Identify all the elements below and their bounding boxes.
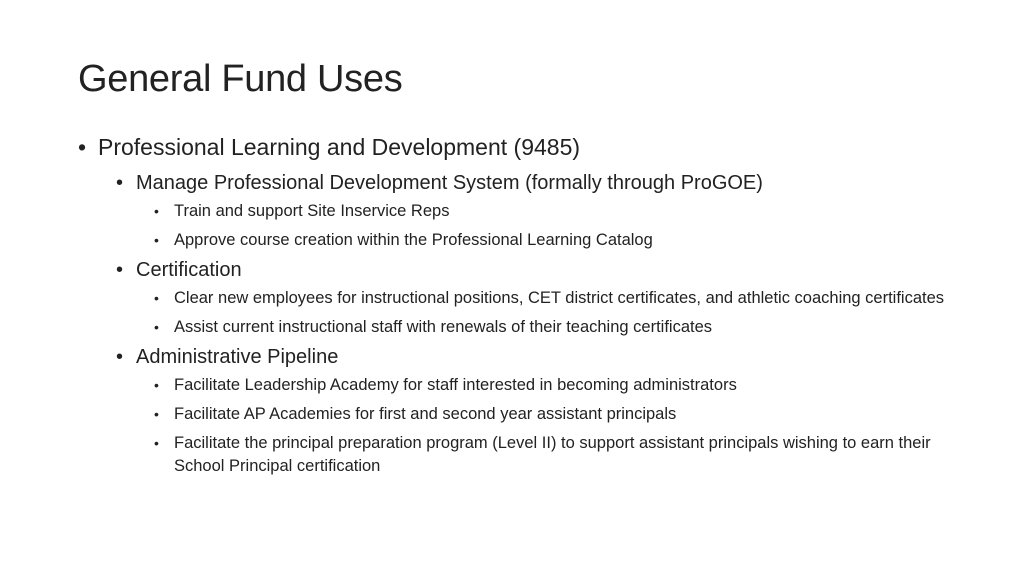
bullet-level3 xyxy=(154,432,958,478)
bullet-text: Facilitate AP Academies for first and second year assistant principals xyxy=(174,405,677,424)
bullet-icon: • xyxy=(154,406,159,423)
bullet-text: Approve course creation within the Professional Learning Catalog xyxy=(174,230,653,249)
bullet-text: Administrative Pipeline xyxy=(136,345,339,368)
bullet-icon: • xyxy=(154,435,159,452)
bullet-icon: • xyxy=(154,202,159,219)
bullet-level3 xyxy=(154,316,958,339)
bullet-level1 xyxy=(78,134,958,162)
bullet-level3 xyxy=(154,287,958,310)
bullet-text: Facilitate Leadership Academy for staff interested in becoming administrators xyxy=(174,375,737,394)
bullet-icon: • xyxy=(116,258,124,281)
bullet-icon: • xyxy=(154,289,159,306)
bullet-icon: • xyxy=(154,318,159,335)
bullet-text: Clear new employees for instructional positions, CET district certificates, and athletic coaching certificates xyxy=(174,288,945,307)
bullet-text: Professional Learning and Development (9485) xyxy=(98,134,581,160)
bullet-list xyxy=(78,134,958,484)
bullet-level3 xyxy=(154,200,958,223)
bullet-text: Assist current instructional staff with renewals of their teaching certificates xyxy=(174,317,713,336)
bullet-icon: • xyxy=(116,171,124,194)
bullet-level2 xyxy=(116,171,958,195)
bullet-text: Facilitate the principal preparation program (Level II) to support assistant principals wishing to earn their School Principal certification xyxy=(174,434,931,476)
bullet-text: Certification xyxy=(136,258,242,281)
bullet-text: Manage Professional Development System (formally through ProGOE) xyxy=(136,171,763,194)
bullet-level3 xyxy=(154,403,958,426)
bullet-level3 xyxy=(154,229,958,252)
bullet-icon: • xyxy=(116,345,124,368)
bullet-icon: • xyxy=(78,134,87,160)
bullet-icon: • xyxy=(154,376,159,393)
bullet-level3 xyxy=(154,374,958,397)
bullet-level2 xyxy=(116,345,958,369)
bullet-icon: • xyxy=(154,231,159,248)
bullet-text: Train and support Site Inservice Reps xyxy=(174,201,450,220)
bullet-level2 xyxy=(116,258,958,282)
slide-title: General Fund Uses xyxy=(78,58,403,100)
